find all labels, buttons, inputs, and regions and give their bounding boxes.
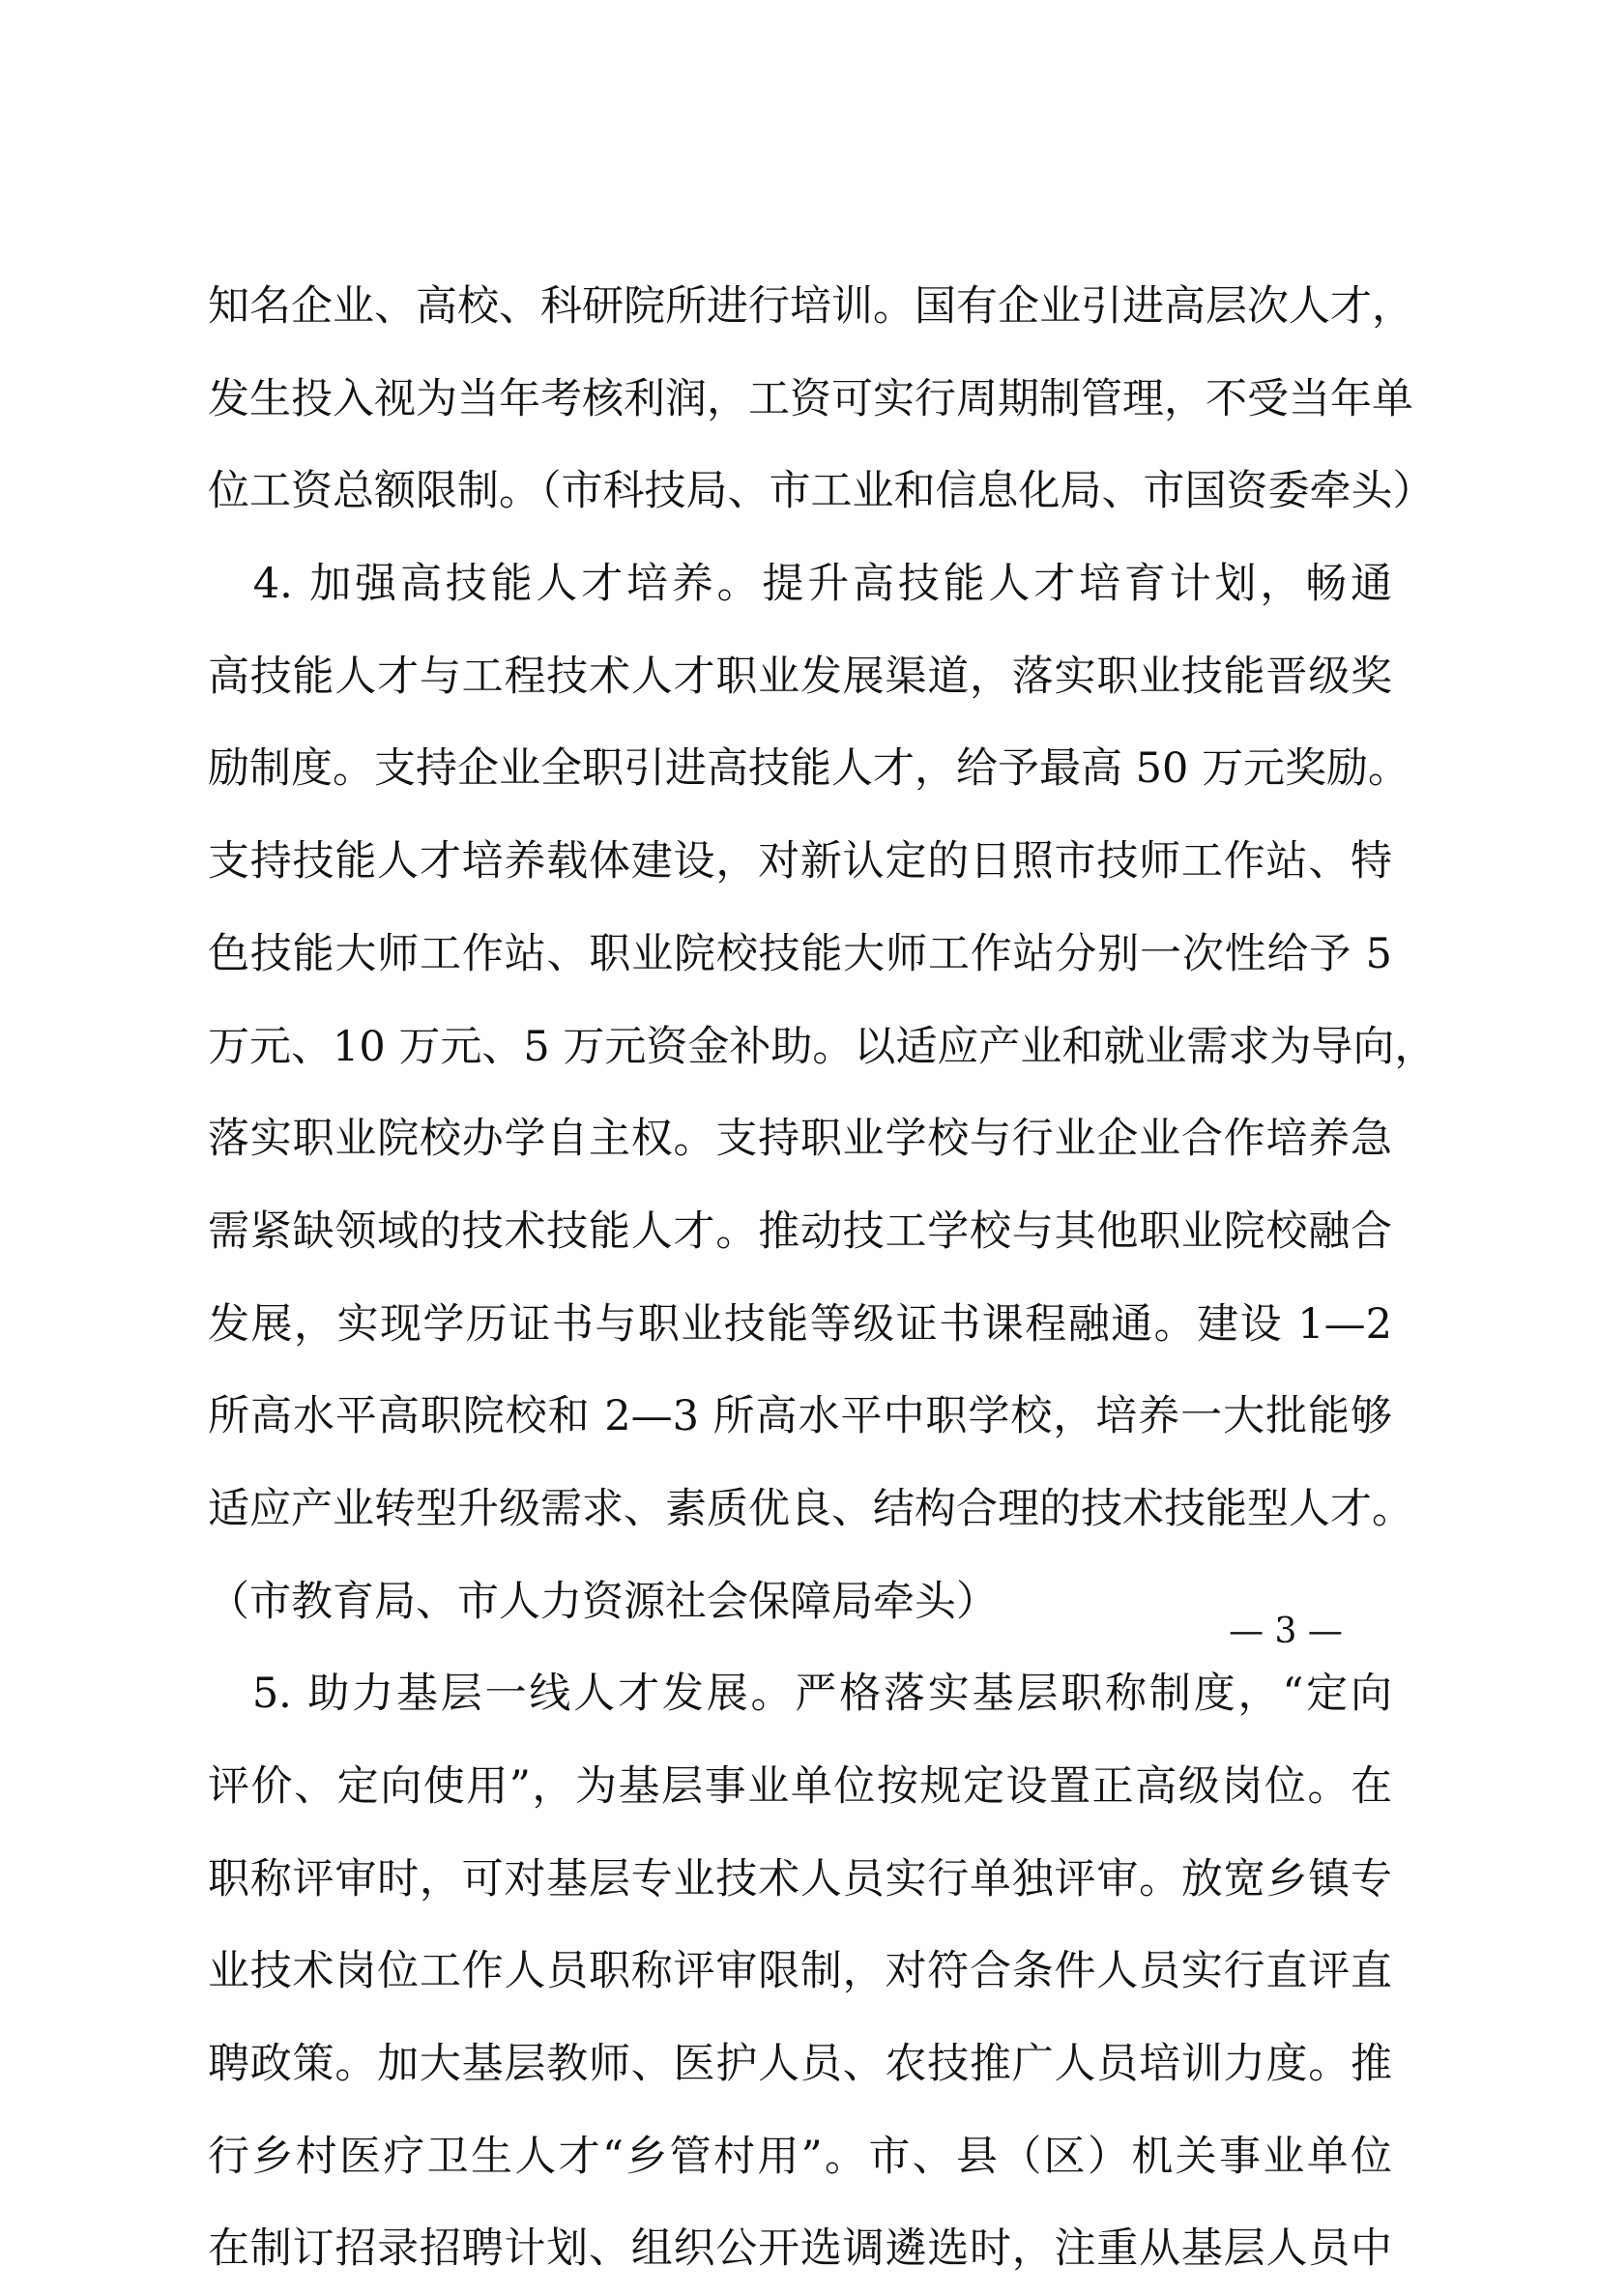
text-line: 聘政策。加大基层教师、医护人员、农技推广人员培训力度。推 xyxy=(208,2040,1392,2089)
text-line: 支持技能人才培养载体建设，对新认定的日照市技师工作站、特 xyxy=(208,837,1392,886)
text-line: 万元、10 万元、5 万元资金补助。以适应产业和就业需求为导向， xyxy=(208,1022,1437,1071)
text-line: 业技术岗位工作人员职称评审限制，对符合条件人员实行直评直 xyxy=(208,1947,1392,1996)
text-line: 在制订招录招聘计划、组织公开选调遴选时，注重从基层人员中 xyxy=(208,2224,1392,2274)
text-line: 评价、定向使用”，为基层事业单位按规定设置正高级岗位。在 xyxy=(208,1762,1392,1811)
text-line: 4. 加强高技能人才培养。提升高技能人才培育计划，畅通 xyxy=(208,560,1392,609)
text-line: 适应产业转型升级需求、素质优良、结构合理的技术技能型人才。 xyxy=(208,1484,1413,1533)
text-line: 行乡村医疗卫生人才“乡管村用”。市、县（区）机关事业单位 xyxy=(208,2132,1392,2181)
text-line: 励制度。支持企业全职引进高技能人才，给予最高 50 万元奖励。 xyxy=(208,744,1410,794)
text-line: （市教育局、市人力资源社会保障局牵头） xyxy=(208,1577,998,1626)
text-line: 5. 助力基层一线人才发展。严格落实基层职称制度，“定向 xyxy=(208,1670,1392,1719)
text-line: 位工资总额限制。（市科技局、市工业和信息化局、市国资委牵头） xyxy=(208,467,1435,516)
text-line: 职称评审时，可对基层专业技术人员实行单独评审。放宽乡镇专 xyxy=(208,1854,1392,1904)
page-number: — 3 — xyxy=(1229,1612,1343,1651)
text-line: 色技能大师工作站、职业院校技能大师工作站分别一次性给予 5 xyxy=(208,929,1392,978)
text-line: 发展，实现学历证书与职业技能等级证书课程融通。建设 1—2 xyxy=(208,1299,1392,1349)
text-line: 所高水平高职院校和 2—3 所高水平中职学校，培养一大批能够 xyxy=(208,1392,1392,1441)
text-line: 发生投入视为当年考核利润，工资可实行周期制管理，不受当年单 xyxy=(208,374,1413,423)
text-line: 需紧缺领域的技术技能人才。推动技工学校与其他职业院校融合 xyxy=(208,1206,1392,1256)
text-line: 知名企业、高校、科研院所进行培训。国有企业引进高层次人才， xyxy=(208,282,1413,331)
text-line: 落实职业院校办学自主权。支持职业学校与行业企业合作培养急 xyxy=(208,1115,1392,1164)
text-line: 高技能人才与工程技术人才职业发展渠道，落实职业技能晋级奖 xyxy=(208,652,1392,701)
body-text xyxy=(208,261,1437,2296)
